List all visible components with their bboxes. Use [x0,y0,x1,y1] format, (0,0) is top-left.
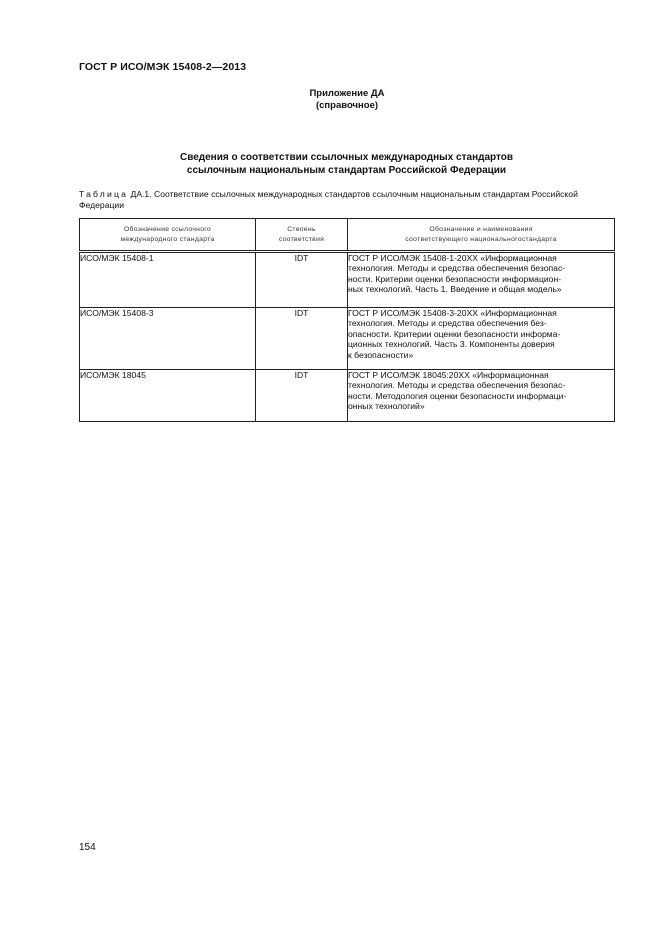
column-header-code: Обозначение ссылочного международного стандарта [80,219,256,252]
table-caption [79,189,615,211]
section-title-line-2: ссылочным национальным стандартам Российской Федерации [186,165,507,176]
table-row [80,370,615,422]
cell-code: ИСО/МЭК 15408-3 [80,308,256,370]
cell-code: ИСО/МЭК 15408-1 [80,252,256,308]
table-row [80,252,615,308]
cell-degree: IDT [256,370,348,422]
page-number: 154 [79,842,96,853]
section-title [79,151,614,177]
section-title-line-1: Сведения о соответствии ссылочных международных стандартов [179,152,514,163]
correspondence-table [79,218,615,422]
appendix-title: Приложение ДА [309,88,385,99]
appendix-heading [0,88,661,111]
table-caption-text: ДА.1. Соответствие ссылочных международных стандартов ссылочным национальным стандартам Российской Федерации [79,189,578,210]
table-header-row [80,219,615,252]
column-header-degree: Степень соответствия [256,219,348,252]
cell-degree: IDT [256,252,348,308]
cell-degree: IDT [256,308,348,370]
cell-name: ГОСТ Р ИСО/МЭК 15408-1-20ХХ «Информационная технология. Методы и средства обеспечения безопас- ности. Критерии оценки безопасности информацион- ных технологий. Часть 1. Введение и общая модель» [348,252,615,308]
table-row [80,308,615,370]
cell-code: ИСО/МЭК 18045 [80,370,256,422]
table-caption-word: Таблица [79,189,129,199]
column-header-name: Обозначение и наименования соответствующего национальногостандарта [348,219,615,252]
cell-name: ГОСТ Р ИСО/МЭК 18045:20ХХ «Информационная технология. Методы и средства обеспечения безопас- ности. Методология оценки безопасности информаци- онных технологий» [348,370,615,422]
document-header: ГОСТ Р ИСО/МЭК 15408-2—2013 [79,61,247,73]
cell-name: ГОСТ Р ИСО/МЭК 15408-3-20ХХ «Информационная технология. Методы и средства обеспечения без- опасности. Критерии оценки безопасности информа- ционных технологий. Часть 3. Компоненты доверия к безопасности» [348,308,615,370]
appendix-subtitle: (справочное) [315,99,379,111]
